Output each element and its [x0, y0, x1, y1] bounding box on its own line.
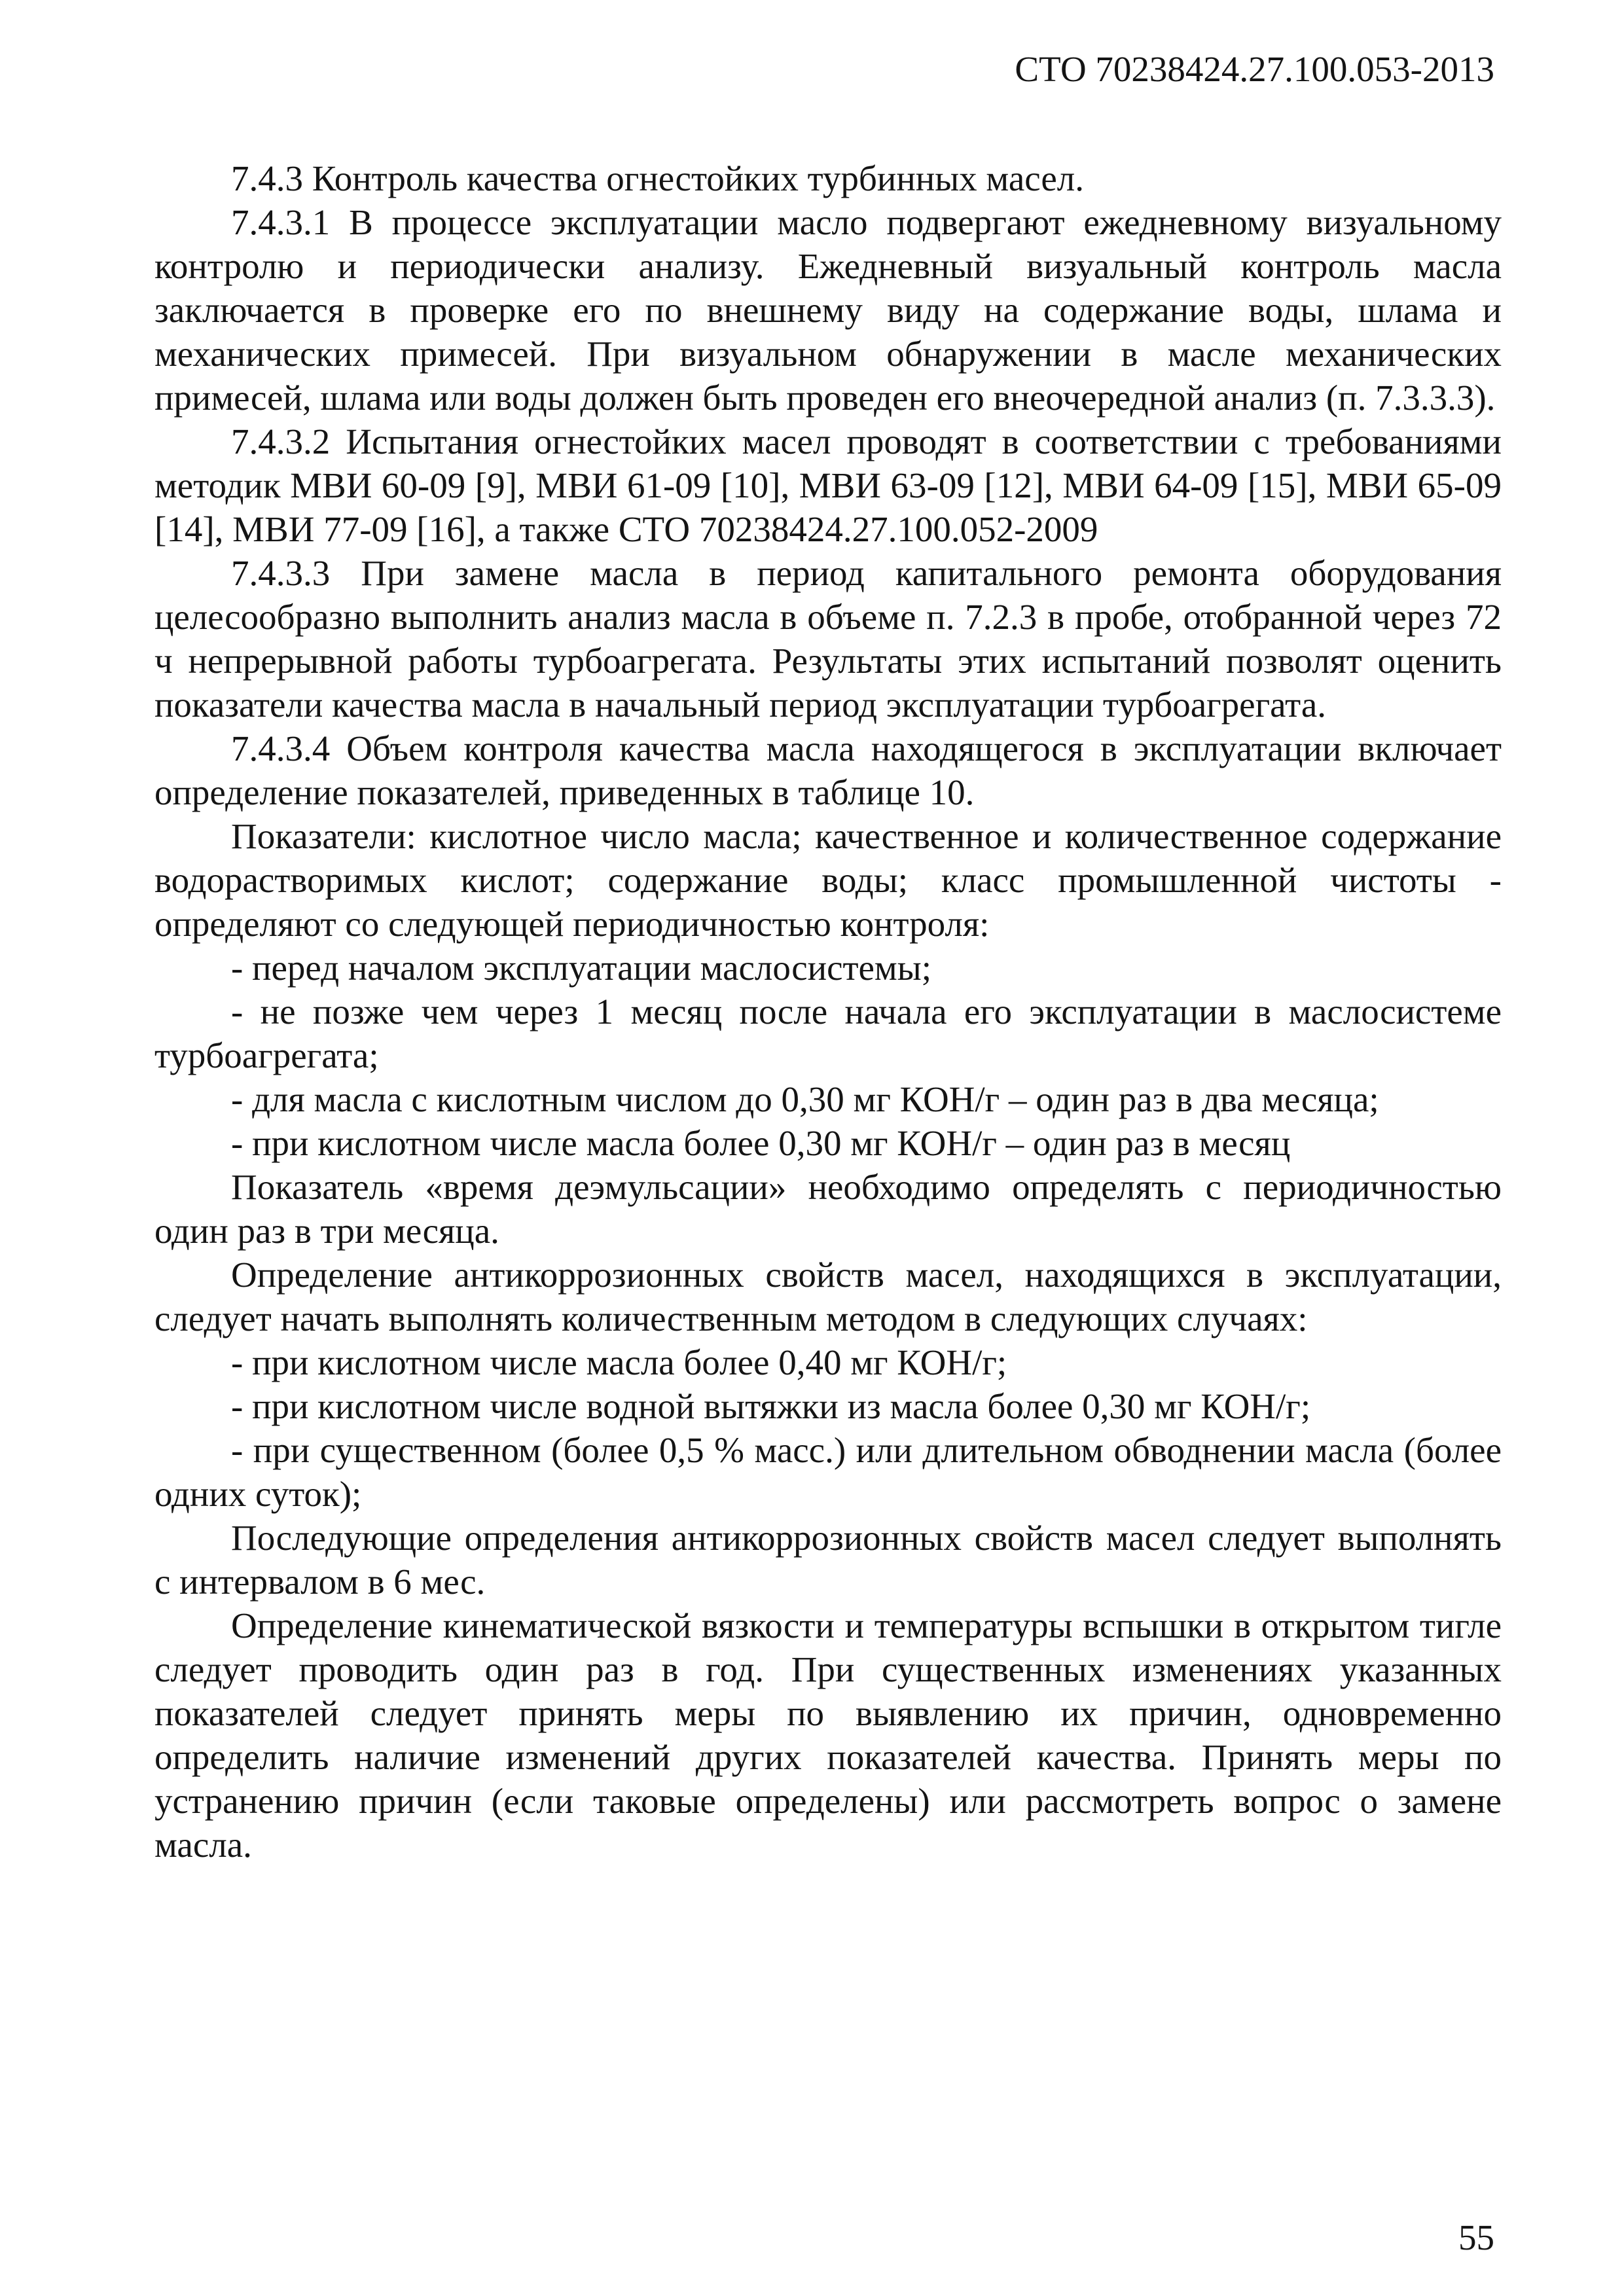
document-code-header: СТО 70238424.27.100.053-2013 [1015, 49, 1494, 89]
page-number: 55 [1458, 2217, 1494, 2257]
paragraph-indicators: Показатели: кислотное число масла; качественное и количественное содержание водорастворимых кислот; содержание воды; класс промышленной чистоты - определяют со следующей периодичностью контроля: [154, 816, 1502, 944]
paragraph-subsequent-determinations: Последующие определения антикоррозионных свойств масел следует выполнять с интервалом в 6 мес. [154, 1518, 1502, 1602]
list-item-one-month: - не позже чем через 1 месяц после начала его эксплуатации в маслосистеме турбоагрегата; [154, 992, 1502, 1075]
list-item-acid-number-low: - для масла с кислотным числом до 0,30 мг КОН/г – один раз в два месяца; [231, 1079, 1379, 1119]
list-item-acid-number-040: - при кислотном числе масла более 0,40 мг КОН/г; [231, 1342, 1007, 1382]
paragraph-anticorrosion: Определение антикоррозионных свойств масел, находящихся в эксплуатации, следует начать выполнять количественным методом в следующих случаях: [154, 1255, 1502, 1338]
paragraph-7-4-3-3: 7.4.3.3 При замене масла в период капитального ремонта оборудования целесообразно выполнить анализ масла в объеме п. 7.2.3 в пробе, отобранной через 72 ч непрерывной работы турбоагрегата. Результаты этих испытаний позволят оценить показатели качества масла в начальный период эксплуатации турбоагрегата. [154, 553, 1502, 725]
document-body [154, 156, 1502, 1867]
paragraph-demulsification: Показатель «время деэмульсации» необходимо определять с периодичностью один раз в три месяца. [154, 1167, 1502, 1251]
list-item-water-extract: - при кислотном числе водной вытяжки из масла более 0,30 мг КОН/г; [231, 1386, 1311, 1426]
list-item-before-operation: - перед началом эксплуатации маслосистемы; [231, 948, 931, 988]
paragraph-viscosity-flash-point: Определение кинематической вязкости и температуры вспышки в открытом тигле следует проводить один раз в год. При существенных изменениях указанных показателей следует принять меры по выявлению их причин, одновременно определить наличие изменений других показателей качества. Принять меры по устранению причин (если таковые определены) или рассмотреть вопрос о замене масла. [154, 1605, 1502, 1865]
paragraph-7-4-3-4: 7.4.3.4 Объем контроля качества масла находящегося в эксплуатации включает определение показателей, приведенных в таблице 10. [154, 728, 1502, 812]
list-item-water-content: - при существенном (более 0,5 % масс.) или длительном обводнении масла (более одних суток); [154, 1430, 1502, 1514]
section-heading-7-4-3: 7.4.3 Контроль качества огнестойких турбинных масел. [231, 158, 1084, 198]
paragraph-7-4-3-2: 7.4.3.2 Испытания огнестойких масел проводят в соответствии с требованиями методик МВИ 60-09 [9], МВИ 61-09 [10], МВИ 63-09 [12], МВИ 64-09 [15], МВИ 65-09 [14], МВИ 77-09 [16], а также СТО 70238424.27.100.052-2009 [154, 422, 1502, 549]
list-item-acid-number-high: - при кислотном числе масла более 0,30 мг КОН/г – один раз в месяц [231, 1123, 1291, 1163]
paragraph-7-4-3-1: 7.4.3.1 В процессе эксплуатации масло подвергают ежедневному визуальному контролю и периодически анализу. Ежедневный визуальный контроль масла заключается в проверке его по внешнему виду на содержание воды, шлама и механических примесей. При визуальном обнаружении в масле механических примесей, шлама или воды должен быть проведен его внеочередной анализ (п. 7.3.3.3). [154, 202, 1502, 418]
